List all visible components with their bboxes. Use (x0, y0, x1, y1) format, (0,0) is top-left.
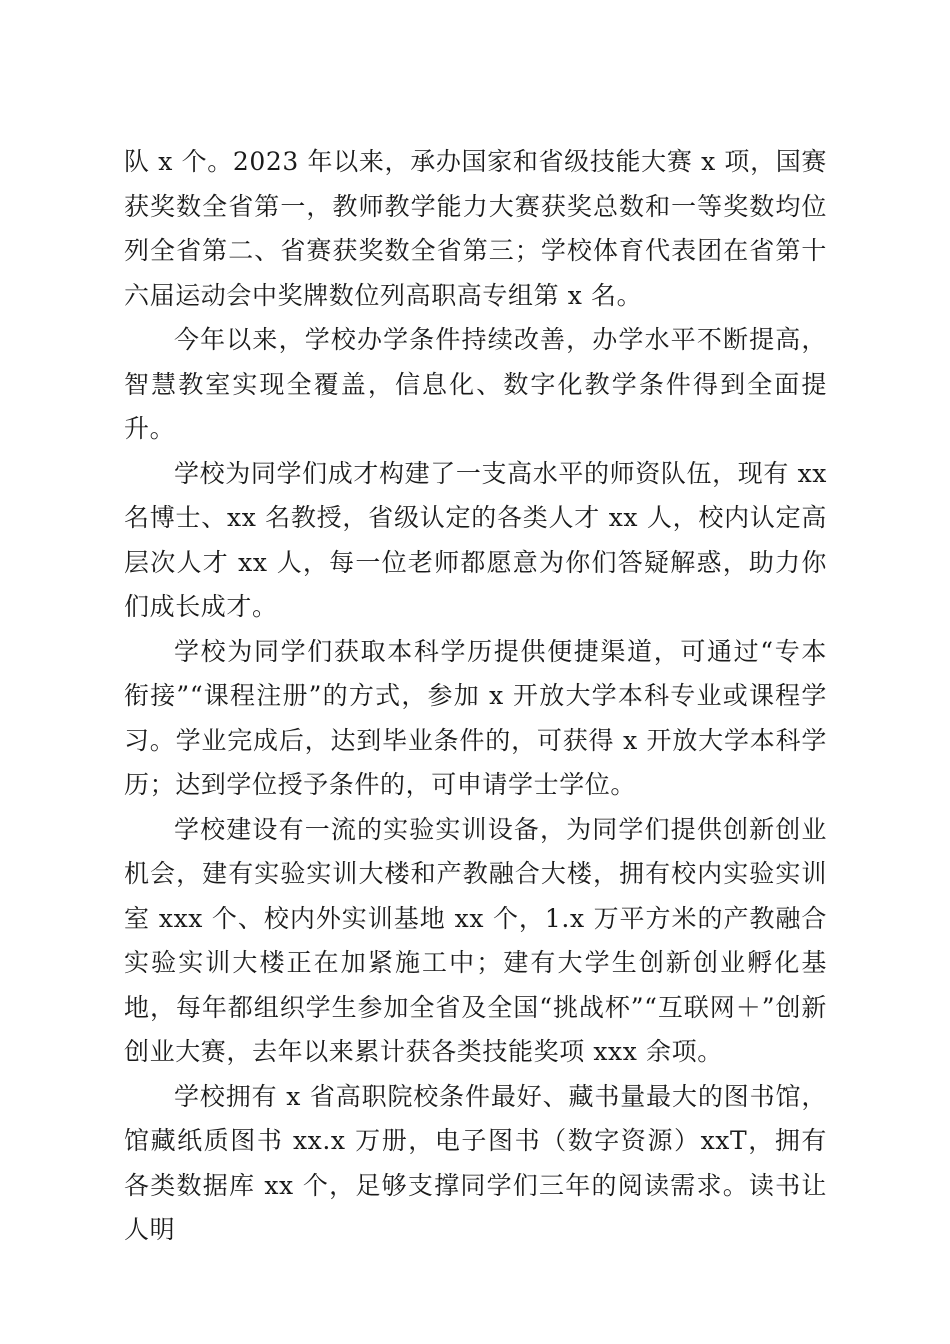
paragraph-degree-pathway: 学校为同学们获取本科学历提供便捷渠道，可通过“专本衔接”“课程注册”的方式，参加 x 开放大学本科专业或课程学习。学业完成后，达到毕业条件的，可获得 x 开放大学本科学历；达到学位授予条件的，可申请学士学位。 (124, 636, 827, 799)
paragraph-library: 学校拥有 x 省高职院校条件最好、藏书量最大的图书馆，馆藏纸质图书 xx.x 万册，电子图书（数字资源）xxT，拥有各类数据库 xx 个，足够支撑同学们三年的阅读需求。读书让人明 (124, 1081, 827, 1244)
document-body (124, 140, 827, 1253)
paragraph-awards: 队 x 个。2023 年以来，承办国家和省级技能大赛 x 项，国赛获奖数全省第一，教师教学能力大赛获奖总数和一等奖数均位列全省第二、省赛获奖数全省第三；学校体育代表团在省第十六届运动会中奖牌数位列高职高专组第 x 名。 (124, 147, 827, 310)
paragraph-conditions: 今年以来，学校办学条件持续改善，办学水平不断提高，智慧教室实现全覆盖，信息化、数字化教学条件得到全面提升。 (124, 325, 827, 443)
paragraph-faculty: 学校为同学们成才构建了一支高水平的师资队伍，现有 xx 名博士、xx 名教授，省级认定的各类人才 xx 人，校内认定高层次人才 xx 人，每一位老师都愿意为你们答疑解惑，助力你们成长成才。 (124, 458, 827, 621)
paragraph-training-facilities: 学校建设有一流的实验实训设备，为同学们提供创新创业机会，建有实验实训大楼和产教融合大楼，拥有校内实验实训室 xxx 个、校内外实训基地 xx 个，1.x 万平方米的产教融合实验实训大楼正在加紧施工中；建有大学生创新创业孵化基地，每年都组织学生参加全省及全国“挑战杯”“互联网＋”创新创业大赛，去年以来累计获各类技能奖项 xxx 余项。 (124, 814, 827, 1066)
